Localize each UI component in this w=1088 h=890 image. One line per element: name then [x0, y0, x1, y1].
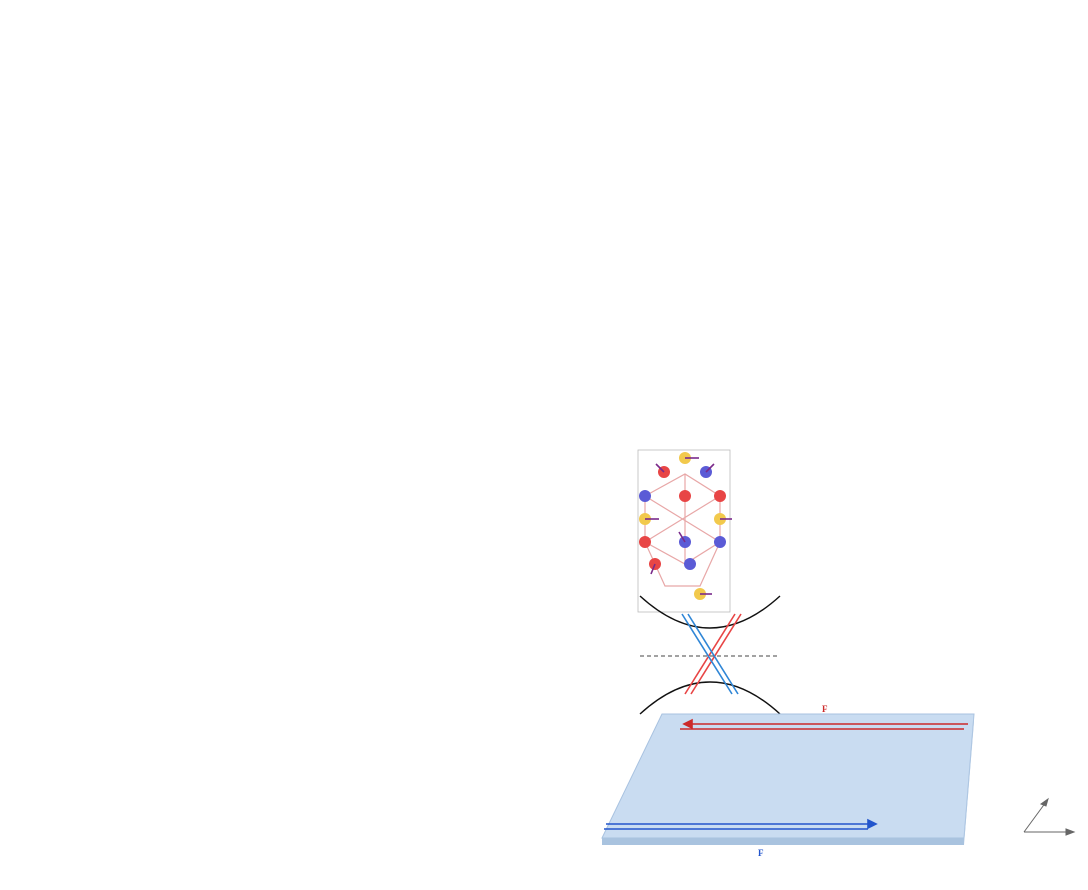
- panel-b-band-chart: [788, 446, 1084, 702]
- arxiv-stamp: [2, 420, 40, 885]
- panel-d-slab: [600, 692, 1084, 862]
- body-column: [88, 450, 486, 459]
- figure-1: [600, 446, 1084, 862]
- velocity-bottom-sub: F: [758, 848, 764, 858]
- velocity-top-sub: F: [822, 704, 828, 714]
